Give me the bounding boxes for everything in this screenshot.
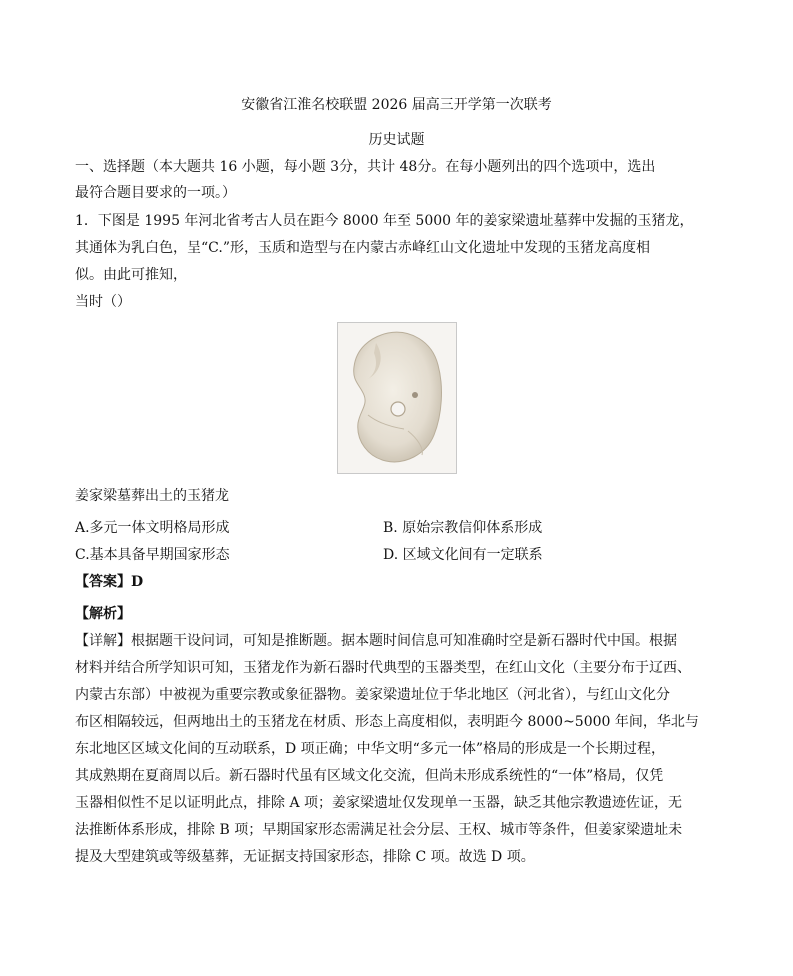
question-stem-line3: 似。由此可推知， [75,267,187,283]
analysis-line: 材料并结合所学知识可知，玉猪龙作为新石器时代典型的玉器类型，在红山文化（主要分布于辽西、 [75,660,691,676]
analysis-line: 内蒙古东部）中被视为重要宗教或象征器物。姜家梁遗址位于华北地区（河北省），与红山文化分 [75,687,670,703]
analysis-line: 布区相隔较远，但两地出土的玉猪龙在材质、形态上高度相似，表明距今 8000~5000 年间，华北与 [75,714,699,730]
section-heading-line2: 最符合题目要求的一项。） [75,185,236,201]
analysis-label: 【解析】 [75,606,131,622]
analysis-line: 【详解】根据题干设问词，可知是推断题。据本题时间信息可知准确时空是新石器时代中国。根据 [75,633,677,649]
option-c: C.基本具备早期国家形态 [75,547,230,563]
analysis-line: 玉器相似性不足以证明此点，排除 A 项；姜家梁遗址仅发现单一玉器，缺乏其他宗教遗迹佐证，无 [75,795,683,811]
subject-title: 历史试题 [368,132,425,148]
option-b: B. 原始宗教信仰体系形成 [383,520,543,536]
answer-label: 【答案】D [75,574,144,590]
analysis-line: 提及大型建筑或等级墓葬，无证据支持国家形态，排除 C 项。故选 D 项。 [75,849,535,865]
analysis-line: 其成熟期在夏商周以后。新石器时代虽有区域文化交流，但尚未形成系统性的“一体”格局，仅凭 [75,768,664,784]
option-a: A.多元一体文明格局形成 [75,520,230,536]
question-stem-line4: 当时（） [75,294,131,310]
exam-title: 安徽省江淮名校联盟 2026 届高三开学第一次联考 [241,97,552,113]
analysis-line: 法推断体系形成，排除 B 项；早期国家形态需满足社会分层、王权、城市等条件，但姜家梁遗址未 [75,822,683,838]
question-stem-line2: 其通体为乳白色，呈“C.”形，玉质和造型与在内蒙古赤峰红山文化遗址中发现的玉猪龙高度相 [75,240,650,256]
section-heading-line1: 一、选择题（本大题共 16 小题，每小题 3分，共计 48分。在每小题列出的四个选项中，选出 [75,159,656,175]
option-d: D. 区域文化间有一定联系 [383,547,543,563]
jade-pig-dragon-photo [337,322,457,474]
analysis-line: 东北地区区域文化间的互动联系，D 项正确；中华文明“多元一体”格局的形成是一个长期过程， [75,741,665,757]
jade-pig-dragon-image [338,323,456,473]
figure-caption: 姜家梁墓葬出土的玉猪龙 [75,488,229,504]
question-stem-line1: 1．下图是 1995 年河北省考古人员在距今 8000 年至 5000 年的姜家梁遗址墓葬中发掘的玉猪龙， [75,213,694,229]
